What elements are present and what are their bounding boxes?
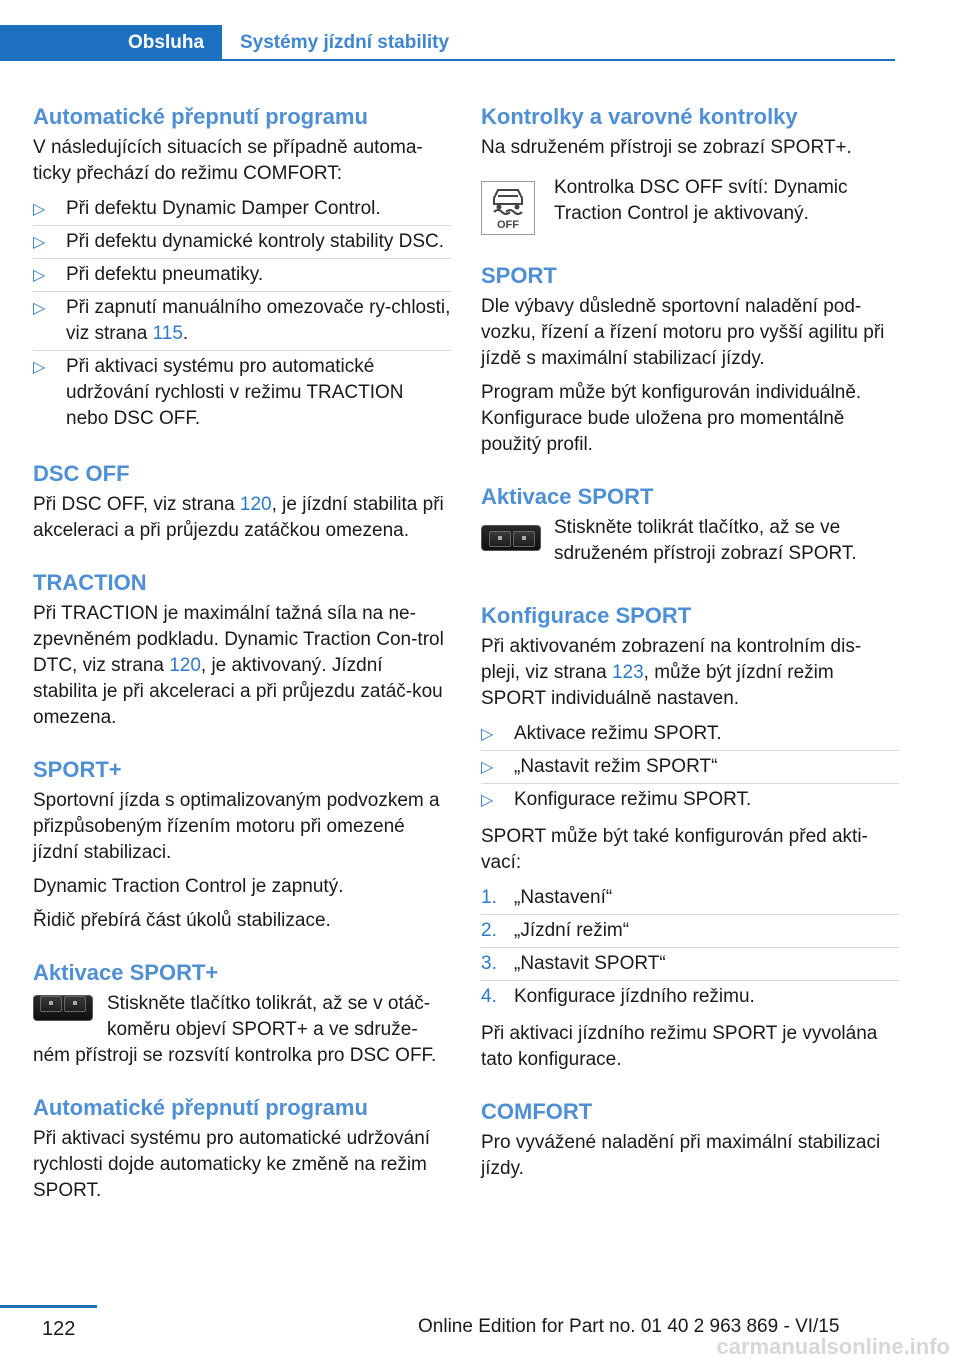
section-heading: Automatické přepnutí programu (33, 104, 368, 129)
paragraph: Při TRACTION je maximální tažná síla na ne-zpevněném podkladu. Dynamic Traction Con-trol DTC, viz strana 120, je aktivovaný. Jízdní stabilita je při akceleraci a při průjezdu zatáč-kou omezena. (33, 603, 444, 728)
triangle-right-icon: ▷ (481, 726, 494, 743)
left-column (33, 102, 451, 1212)
icon-paragraph: Stiskněte tlačítko tolikrát, až se v otáč-koměru objeví SPORT+ a ve sdruže-ném přístroji se rozsvítí kontrolka pro DSC OFF. (33, 993, 437, 1066)
section-heading: SPORT+ (33, 757, 122, 782)
paragraph: Sportovní jízda s optimalizovaným podvozkem a přizpůsobeným řízením motoru při omezené jízdní stabilizaci. (33, 790, 440, 863)
section-heading: TRACTION (33, 570, 147, 595)
right-column (481, 102, 899, 1190)
list-item: ▷ Aktivace režimu SPORT. (481, 718, 899, 750)
triangle-right-icon: ▷ (33, 267, 46, 284)
triangle-right-icon: ▷ (481, 759, 494, 776)
section-heading: Kontrolky a varovné kontrolky (481, 104, 798, 129)
section-heading: DSC OFF (33, 461, 130, 486)
bullet-list (481, 718, 899, 816)
list-item: 4. Konfigurace jízdního režimu. (481, 980, 899, 1013)
step-number: 4. (481, 986, 497, 1007)
triangle-right-icon: ▷ (33, 201, 46, 218)
triangle-right-icon: ▷ (481, 792, 494, 809)
step-number: 2. (481, 920, 497, 941)
section-heading: COMFORT (481, 1099, 593, 1124)
edition-text: Online Edition for Part no. 01 40 2 963 869 - VI/15 (418, 1316, 840, 1337)
section-heading: Aktivace SPORT+ (33, 960, 219, 985)
section-heading: Konfigurace SPORT (481, 603, 692, 628)
icon-paragraph: OFF Kontrolka DSC OFF svítí: Dynamic Traction Control je aktivovaný. (481, 175, 899, 237)
page-link[interactable]: 115 (152, 323, 183, 344)
page-number: 122 (42, 1318, 76, 1340)
paragraph: Dynamic Traction Control je zapnutý. (33, 876, 344, 897)
triangle-right-icon: ▷ (33, 300, 46, 317)
dsc-off-icon (481, 181, 535, 235)
paragraph: Při aktivaci jízdního režimu SPORT je vyvolána tato konfigurace. (481, 1023, 878, 1070)
header-rule (222, 59, 895, 61)
watermark: carmanualsonline.info (716, 1334, 950, 1359)
icon-paragraph: Stiskněte tolikrát tlačítko, až se ve sdruženém přístroji zobrazí SPORT. (481, 515, 899, 577)
paragraph: Při aktivaci systému pro automatické udržování rychlosti dojde automaticky ke změně na režim SPORT. (33, 1128, 431, 1201)
list-item: ▷ Konfigurace režimu SPORT. (481, 783, 899, 816)
list-item: ▷ Při aktivaci systému pro automatické udržování rychlosti v režimu TRACTION nebo DSC OFF. (33, 350, 451, 435)
list-item: 1. „Nastavení“ (481, 882, 899, 914)
section-title: Systémy jízdní stability (240, 32, 450, 53)
paragraph: Při DSC OFF, viz strana 120, je jízdní stabilita při akceleraci a při průjezdu zatáčkou omezena. (33, 494, 444, 541)
section-heading: Aktivace SPORT (481, 484, 654, 509)
footer-rule (0, 1305, 97, 1308)
drive-mode-button-icon (33, 995, 93, 1021)
list-item: ▷ Při zapnutí manuálního omezovače ry-chlosti, viz strana 115. (33, 291, 451, 350)
paragraph: Dle výbavy důsledně sportovní naladění pod-vozku, řízení a řízení motoru pro vyšší agilitu při jízdě s maximální stabilizací jízdy. (481, 296, 885, 369)
paragraph: Program může být konfigurován individuálně. Konfigurace bude uložena pro momentálně použitý profil. (481, 382, 862, 455)
paragraph: SPORT může být také konfigurován před akti-vací: (481, 826, 868, 873)
paragraph: Při aktivovaném zobrazení na kontrolním dis-pleji, viz strana 123, může být jízdní režim SPORT individuálně nastaven. (481, 636, 862, 709)
list-item: ▷ „Nastavit režim SPORT“ (481, 750, 899, 783)
paragraph: Na sdruženém přístroji se zobrazí SPORT+. (481, 137, 852, 158)
paragraph: V následujících situacích se případně automa-ticky přechází do režimu COMFORT: (33, 137, 423, 184)
dsc-off-icon-label: OFF (497, 219, 519, 231)
page-link[interactable]: 123 (611, 662, 644, 683)
page-header (0, 25, 895, 61)
bullet-list (33, 193, 451, 435)
list-item: ▷ Při defektu Dynamic Damper Control. (33, 193, 451, 225)
step-number: 3. (481, 953, 497, 974)
triangle-right-icon: ▷ (33, 359, 46, 376)
page-link[interactable]: 120 (239, 494, 272, 515)
paragraph: Řidič přebírá část úkolů stabilizace. (33, 910, 331, 931)
page-link[interactable]: 120 (169, 655, 201, 676)
chapter-tab: Obsluha (0, 25, 222, 61)
step-number: 1. (481, 887, 497, 908)
numbered-list (481, 882, 899, 1013)
list-item: 3. „Nastavit SPORT“ (481, 947, 899, 980)
list-item: ▷ Při defektu dynamické kontroly stability DSC. (33, 225, 451, 258)
list-item: 2. „Jízdní režim“ (481, 914, 899, 947)
triangle-right-icon: ▷ (33, 234, 46, 251)
paragraph: Pro vyvážené naladění při maximální stabilizaci jízdy. (481, 1132, 881, 1179)
section-heading: Automatické přepnutí programu (33, 1095, 368, 1120)
list-item: ▷ Při defektu pneumatiky. (33, 258, 451, 291)
section-heading: SPORT (481, 263, 557, 288)
drive-mode-button-icon (481, 525, 541, 551)
